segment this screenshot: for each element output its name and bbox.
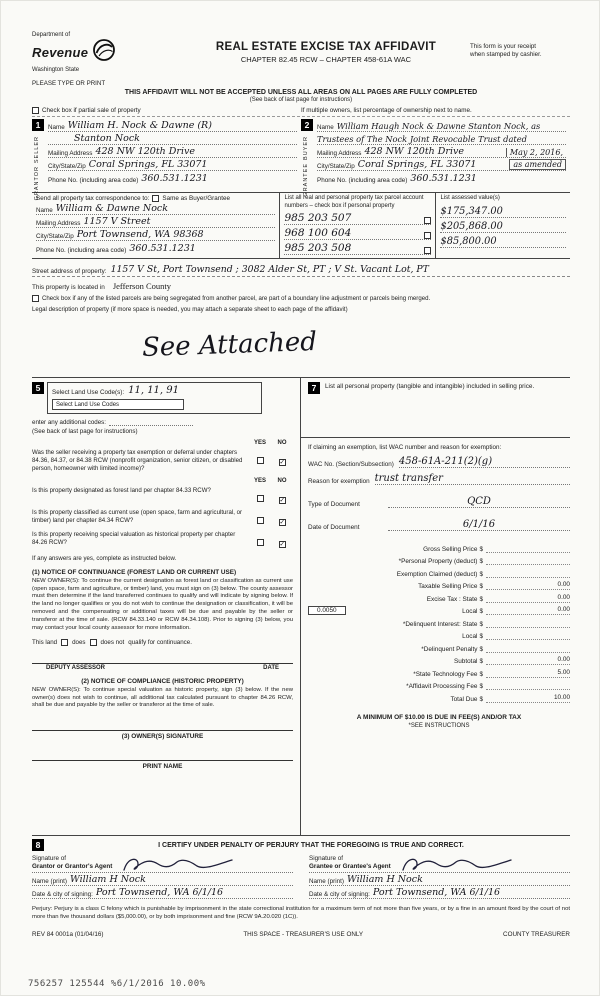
fee-label: *Personal Property (deduct) <box>398 558 478 565</box>
located-in-label: This property is located in <box>32 284 105 291</box>
seller-name-field-line2[interactable]: Stanton Nock <box>74 134 140 144</box>
fee-row-delinquent-interest-state <box>308 619 570 628</box>
question-forest-land <box>32 487 293 506</box>
segregation-row <box>32 295 570 302</box>
dollar-sign: $ <box>479 670 483 678</box>
treasurer-stamp: 756257 125544 %6/1/2016 10.00% <box>28 979 206 989</box>
question-text: Was the seller receiving a property tax exemption or deferral under chapters 84.36, 84.37, or 84.38 RCW (nonprofit organization, senior citizen, or disabled person, homeowner with limited income)? <box>32 449 243 472</box>
buyer-name-field-line2[interactable]: Trustees of The Nock Joint Revocable Trust dated <box>317 135 527 144</box>
fee-value-field[interactable]: 0.00 <box>486 656 570 665</box>
fee-row-gross-selling-price <box>308 544 570 553</box>
fee-value-field[interactable]: 10.00 <box>486 694 570 703</box>
q4-yes-checkbox[interactable] <box>257 539 264 546</box>
middle-columns <box>32 377 570 835</box>
if-yes-note: If any answers are yes, complete as instructed below. <box>32 554 177 562</box>
grantee-signature-field[interactable] <box>395 855 570 872</box>
fee-row-total-due <box>308 694 570 703</box>
q2-no-checkbox[interactable] <box>279 497 286 504</box>
fee-row-excise-tax-state <box>308 594 570 603</box>
street-address-label: Street address of property: <box>32 268 107 275</box>
street-address-field[interactable]: 1157 V St, Port Townsend ; 3082 Alder St, PT ; V St. Vacant Lot, PT <box>110 264 429 275</box>
agency-line1: Department of <box>32 32 71 38</box>
agency-block <box>32 32 182 87</box>
fee-value-field[interactable] <box>486 644 570 653</box>
q1-no-checkbox[interactable] <box>279 459 286 466</box>
yes-no-header <box>32 478 293 484</box>
right-column <box>301 378 570 835</box>
partial-sale-label: Check box if partial sale of property <box>42 107 141 114</box>
section-5-badge: 5 <box>32 382 44 394</box>
street-address-row <box>32 264 570 277</box>
legal-description-label: Legal description of property (if more space is needed, you may attach a separate sheet to each page of the affidavit) <box>32 306 348 313</box>
exemption-intro: If claiming an exemption, list WAC number and reason for exemption: <box>308 444 502 451</box>
grantor-signature-field[interactable] <box>116 855 293 872</box>
grantor-name-print-field[interactable]: William H Nock <box>70 875 146 886</box>
does-label: does <box>72 638 86 646</box>
parcel-row <box>284 240 431 255</box>
dollar-sign: $ <box>479 633 483 640</box>
seller-name-field[interactable]: William H. Nock & Dawne (R) <box>67 121 212 131</box>
buyer-name-label: Name <box>317 124 334 131</box>
buyer-city-label: City/State/Zip <box>317 163 355 170</box>
yes-header: YES <box>253 477 266 484</box>
buyer-address-field[interactable]: 428 NW 120th Drive <box>364 147 464 157</box>
parcel-numbers-box <box>279 193 435 258</box>
assessed-value-field[interactable]: $175,347.00 <box>440 203 566 218</box>
perjury-notice: Perjury: Perjury is a class C felony which is punishable by imprisonment in the state correctional institution for a maximum term of not more than five years, or by a fine in an amount fixed by the court of not more than five thousand dollars ($5,000.00), or by both imprisonment and fine (RCW 9A.20.020 (1C)). <box>32 906 570 921</box>
grantee-date-city-field[interactable]: Port Townsend, WA 6/1/16 <box>372 888 501 899</box>
fee-label: Gross Selling Price <box>423 545 478 553</box>
dollar-sign: $ <box>479 695 483 703</box>
personal-property-field[interactable] <box>301 394 570 438</box>
buyer-phone-label: Phone No. (including area code) <box>317 177 408 184</box>
same-as-buyer-label: Same as Buyer/Grantee <box>162 195 230 202</box>
fee-value-field[interactable]: 5.00 <box>486 669 570 678</box>
buyer-side-word1: BUYER <box>303 136 309 160</box>
seller-phone-label: Phone No. (including area code) <box>48 177 139 184</box>
section-7-badge: 7 <box>308 382 320 394</box>
buyer-city-field[interactable]: Coral Springs, FL 33071 <box>357 160 477 170</box>
certification-section <box>32 835 570 899</box>
question-text: Is this property designated as forest land per chapter 84.33 RCW? <box>32 486 211 494</box>
correspondence-box <box>32 193 279 258</box>
dollar-sign: $ <box>479 583 483 590</box>
question-text: Is this property classified as current use (open space, farm and agricultural, or timber) land per chapter 84.34 RCW? <box>32 508 242 524</box>
grantor-date-city-field[interactable]: Port Townsend, WA 6/1/16 <box>95 888 224 899</box>
fee-label: *Delinquent Interest: State <box>402 620 478 628</box>
section-2-badge: 2 <box>301 119 313 131</box>
county-row <box>32 281 570 291</box>
document-type-field[interactable]: QCD <box>388 496 570 508</box>
assessed-value-field[interactable]: $85,800.00 <box>440 233 566 248</box>
header <box>32 32 570 87</box>
corr-city-field[interactable]: Port Townsend, WA 98368 <box>76 230 204 240</box>
local-rate-box: 0.0050 <box>308 606 346 615</box>
seller-city-field[interactable]: Coral Springs, FL 33071 <box>88 160 208 170</box>
dollar-sign: $ <box>479 558 483 565</box>
land-use-box <box>47 382 262 414</box>
parcel-number-field[interactable]: 985 203 508 <box>284 242 352 254</box>
fee-value-field[interactable]: 0.00 <box>486 606 570 615</box>
fee-row-state-technology-fee <box>308 669 570 678</box>
form-chapter: CHAPTER 82.45 RCW – CHAPTER 458-61A WAC <box>240 55 412 64</box>
dollar-sign: $ <box>479 545 483 553</box>
fee-label: Total Due <box>450 695 478 703</box>
personal-property-label: List all personal property (tangible and intangible) included in selling price. <box>325 383 535 390</box>
fee-value-field[interactable] <box>486 681 570 690</box>
grantee-signature-label-1: Signature of <box>309 855 343 862</box>
dollar-sign: $ <box>479 620 483 628</box>
corr-phone-label: Phone No. (including area code) <box>36 247 127 254</box>
fee-row-personal-property-deduct <box>308 556 570 565</box>
checkmark: ✓ <box>279 518 285 526</box>
qualify-label: qualify for continuance. <box>128 638 192 646</box>
buyer-side-label <box>303 136 309 197</box>
type-or-print-note: PLEASE TYPE OR PRINT <box>32 80 106 87</box>
fee-label: Excise Tax : State <box>426 595 478 603</box>
section-8-badge: 8 <box>32 839 44 851</box>
yes-no-header <box>32 440 293 446</box>
seller-side-word1: SELLER <box>34 136 40 164</box>
fee-label: *State Technology Fee <box>413 670 478 678</box>
grantor-signature-label-1: Signature of <box>32 855 66 862</box>
fee-value-field[interactable]: 0.00 <box>486 594 570 603</box>
partial-sale-checkbox[interactable] <box>32 107 39 114</box>
fee-row-subtotal <box>308 656 570 665</box>
grantor-name-print-label: Name (print) <box>32 878 67 886</box>
partial-sale-row <box>32 107 570 117</box>
additional-codes-field[interactable] <box>109 418 193 426</box>
completion-warning: THIS AFFIDAVIT WILL NOT BE ACCEPTED UNLESS ALL AREAS ON ALL PAGES ARE FULLY COMPLETED <box>124 89 478 96</box>
form-title: REAL ESTATE EXCISE TAX AFFIDAVIT <box>215 41 437 53</box>
buyer-address-label: Mailing Address <box>317 150 362 157</box>
question-text: Is this property receiving special valuation as historical property per chapter 84.26 RCW? <box>32 530 236 546</box>
corr-city-label: City/State/Zip <box>36 233 74 240</box>
grantee-signature-label-2: Grantee or Grantee's Agent <box>309 863 391 871</box>
does-not-label: does not <box>100 638 125 646</box>
grantor-date-city-label: Date & city of signing: <box>32 891 93 899</box>
no-header: NO <box>277 440 287 446</box>
certification-statement: I CERTIFY UNDER PENALTY OF PERJURY THAT THE FOREGOING IS TRUE AND CORRECT. <box>158 841 464 849</box>
buyer-name-field[interactable]: William Haugh Nock & Dawne Stanton Nock, as <box>336 122 541 131</box>
left-column <box>32 378 301 835</box>
q4-no-checkbox[interactable] <box>279 541 286 548</box>
owners-signature-label: (3) OWNER(S) SIGNATURE <box>121 733 204 741</box>
deputy-assessor-label: DEPUTY ASSESSOR <box>46 664 106 671</box>
grantee-date-city-label: Date & city of signing: <box>309 891 370 899</box>
legal-description-area[interactable] <box>32 313 570 377</box>
corr-name-label: Name <box>36 207 53 214</box>
see-back-note-2: (See back of last page for instructions) <box>32 428 138 435</box>
fee-label: Local <box>462 608 478 615</box>
receipt-note <box>470 32 570 60</box>
county-treasurer-label: COUNTY TREASURER <box>503 931 570 939</box>
parcel-numbers-header: List all real and personal property tax parcel account numbers – check box if personal property <box>284 195 424 209</box>
fee-table <box>308 540 570 703</box>
grantor-signature-scribble <box>120 855 240 875</box>
this-land-label: This land <box>32 638 58 646</box>
seller-address-label: Mailing Address <box>48 150 93 157</box>
minimum-due-note: A MINIMUM OF $10.00 IS DUE IN FEE(S) AND/OR TAX <box>356 713 522 721</box>
q3-no-checkbox[interactable] <box>279 519 286 526</box>
question-historic-property <box>32 531 293 550</box>
same-as-buyer-checkbox[interactable] <box>152 195 159 202</box>
dollar-sign: $ <box>479 608 483 615</box>
rev-form-number: REV 84 0001a (01/04/16) <box>32 931 104 939</box>
revenue-logo-icon <box>92 38 116 67</box>
no-header: NO <box>277 477 287 484</box>
corr-address-label: Mailing Address <box>36 220 81 227</box>
exemption-reason-field[interactable]: trust transfer <box>375 473 570 485</box>
question-current-use <box>32 509 293 528</box>
multiple-owners-note: If multiple owners, list percentage of ownership next to name. <box>301 107 472 114</box>
treasurer-space-label: THIS SPACE - TREASURER'S USE ONLY <box>243 931 364 939</box>
question-exemption-deferral <box>32 449 293 473</box>
additional-codes-label: enter any additional codes: <box>32 419 106 426</box>
seller-side-label <box>34 136 40 201</box>
seller-name-label: Name <box>48 124 65 131</box>
land-use-codes-label: Select Land Use Code(s): <box>52 389 125 396</box>
wac-number-field[interactable]: 458-61A-211(2)(g) <box>399 456 570 468</box>
fee-label: Local <box>462 633 478 640</box>
fee-label: Exemption Claimed (deduct) <box>396 570 478 578</box>
q1-yes-checkbox[interactable] <box>257 457 264 464</box>
checkmark: ✓ <box>279 540 285 548</box>
dollar-sign: $ <box>479 658 483 665</box>
correspondence-parcels-section <box>32 192 570 259</box>
buyer-phone-field[interactable]: 360.531.1231 <box>410 174 477 184</box>
fee-value-field[interactable] <box>486 631 570 640</box>
fee-row-delinquent-interest-local <box>308 631 570 640</box>
receipt-note-line1: This form is your receipt <box>470 43 537 50</box>
fee-row-exemption-claimed <box>308 569 570 578</box>
corr-name-field[interactable]: William & Dawne Nock <box>55 204 168 214</box>
fee-label: *Affidavit Processing Fee <box>406 683 478 690</box>
grantor-signature-block <box>32 855 293 899</box>
assessed-values-box <box>435 193 570 258</box>
notice-2-title: (2) NOTICE OF COMPLIANCE (HISTORIC PROPERTY) <box>81 677 244 685</box>
document-date-field[interactable]: 6/1/16 <box>388 519 570 531</box>
grantor-signature-label-2: Grantor or Grantor's Agent <box>32 863 113 871</box>
corr-address-field[interactable]: 1157 V Street <box>83 217 151 227</box>
does-not-checkbox[interactable] <box>90 639 97 646</box>
date-label: DATE <box>263 664 279 671</box>
q2-yes-checkbox[interactable] <box>257 495 264 502</box>
checkmark: ✓ <box>279 496 285 504</box>
see-back-note: (See back of last page for instructions) <box>249 97 353 103</box>
buyer-section <box>301 119 570 197</box>
document-date-label: Date of Document <box>308 524 360 531</box>
dollar-sign: $ <box>479 595 483 603</box>
receipt-note-line2: when stamped by cashier. <box>470 51 542 59</box>
continuance-qualify-row <box>32 639 293 646</box>
see-instructions-note: *SEE INSTRUCTIONS <box>408 722 470 729</box>
document-type-label: Type of Document <box>308 501 360 508</box>
fee-value-field[interactable] <box>486 569 570 578</box>
personal-property-checkbox[interactable] <box>424 247 431 254</box>
agency-line3: Washington State <box>32 67 80 73</box>
segregation-label: Check box if any of the listed parcels are being segregated from another parcel, are part of a boundary line adjustment or parcels being merged. <box>42 295 431 302</box>
dollar-sign: $ <box>479 645 483 653</box>
does-checkbox[interactable] <box>61 639 68 646</box>
segregation-checkbox[interactable] <box>32 295 39 302</box>
personal-property-checkbox[interactable] <box>424 232 431 239</box>
corr-phone-field[interactable]: 360.531.1231 <box>129 244 196 254</box>
fee-value-field[interactable] <box>486 544 570 553</box>
seller-address-field[interactable]: 428 NW 120th Drive <box>95 147 195 157</box>
county-field[interactable]: Jefferson County <box>112 281 171 291</box>
buyer-side-word2: GRANTEE <box>303 162 309 197</box>
notice-1-body: NEW OWNER(S): To continue the current designation as forest land or classification as current use (open space, farm and agriculture, or timber) land, you must sign on (3) below. The county assessor must then determine if the land transferred continues to qualify and will indicate by signing below. If the land no longer qualifies or you do not wish to continue the designation or classification, it will be removed and the compensating or additional taxes will be due and payable by the seller or transferor at the time of sale. (RCW 84.33.140 or RCW 84.34.108). Prior to signing (3) below, you may contact your local county assessor for more information. <box>32 577 293 631</box>
fee-row-taxable-selling-price <box>308 581 570 590</box>
notice-1-title: (1) NOTICE OF CONTINUANCE (FOREST LAND OR CURRENT USE) <box>32 568 237 576</box>
q3-yes-checkbox[interactable] <box>257 517 264 524</box>
fee-row-affidavit-processing-fee <box>308 681 570 690</box>
assessed-values-header: List assessed value(s) <box>440 195 500 201</box>
trust-date-note: May 2, 2016, <box>506 148 566 157</box>
grantee-name-print-field[interactable]: William H Nock <box>347 875 423 886</box>
land-use-select[interactable]: Select Land Use Codes <box>52 399 184 410</box>
footer-row <box>32 931 570 938</box>
fee-label: Subtotal <box>453 658 478 665</box>
fee-value-field[interactable] <box>486 619 570 628</box>
fee-label: *Delinquent Penalty <box>421 645 478 653</box>
fee-row-excise-tax-local <box>308 606 570 615</box>
assessed-value-field[interactable]: $205,868.00 <box>440 218 566 233</box>
legal-description-field[interactable]: See Attached <box>141 326 318 364</box>
section-1-badge: 1 <box>32 119 44 131</box>
checkmark: ✓ <box>279 459 285 466</box>
parcel-number-field[interactable]: 985 203 507 <box>284 212 352 224</box>
dollar-sign: $ <box>479 570 483 578</box>
seller-side-word2: GRANTOR <box>34 166 40 201</box>
exemption-reason-label: Reason for exemption <box>308 478 370 485</box>
seller-phone-field[interactable]: 360.531.1231 <box>141 174 208 184</box>
seller-city-label: City/State/Zip <box>48 163 86 170</box>
personal-property-checkbox[interactable] <box>424 217 431 224</box>
send-correspondence-label: Send all property tax correspondence to: <box>36 195 150 202</box>
parcel-row <box>284 210 431 225</box>
dollar-sign: $ <box>479 683 483 690</box>
deputy-assessor-row <box>32 664 293 671</box>
fee-value-field[interactable]: 0.00 <box>486 581 570 590</box>
land-use-codes-field[interactable]: 11, 11, 91 <box>128 385 179 396</box>
yes-header: YES <box>253 440 266 446</box>
fee-label: Taxable Selling Price <box>418 583 478 590</box>
fee-row-delinquent-penalty <box>308 644 570 653</box>
grantee-signature-block <box>309 855 570 899</box>
print-name-label: PRINT NAME <box>142 763 183 771</box>
agency-name: Revenue <box>32 45 89 60</box>
grantee-signature-scribble <box>399 855 519 875</box>
wac-number-label: WAC No. (Section/Subsection) <box>308 461 394 468</box>
notice-2-body: NEW OWNER(S): To continue special valuation as historic property, sign (3) below. If the new owner(s) does not wish to continue, all additional tax calculated pursuant to chapter 84.26 RCW, shall be due and payable by the seller or transferor at the time of sale. <box>32 686 293 709</box>
as-amended-note: as amended <box>509 159 566 170</box>
fee-value-field[interactable] <box>486 556 570 565</box>
grantee-name-print-label: Name (print) <box>309 878 344 886</box>
parcel-row <box>284 225 431 240</box>
parcel-number-field[interactable]: 968 100 604 <box>284 227 352 239</box>
